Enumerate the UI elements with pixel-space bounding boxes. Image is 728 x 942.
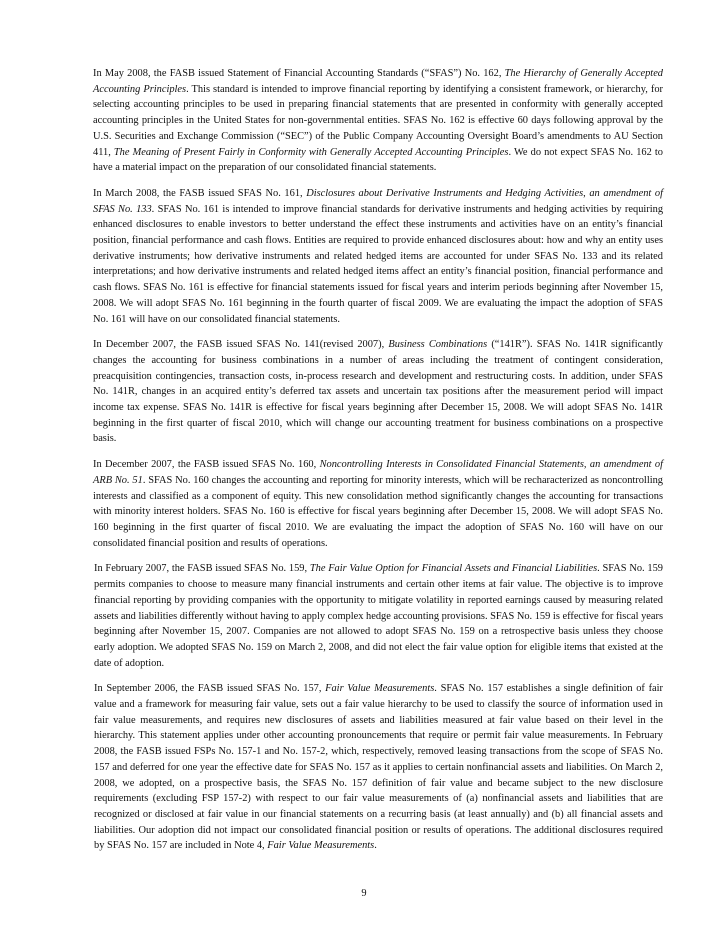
text-run: . SFAS No. 160 changes the accounting and reporting for minority interests, which will be recharacterized as noncontrolling interests and classified as a component of equity. This new consolidation method significantly changes the accounting for transactions with minority interest holders. SFAS No. 160 is effective for fiscal years beginning after December 15, 2008. We will adopt SFAS No. 160 beginning in the first quarter of fiscal 2010. We are evaluating the impact the adoption of SFAS No. 160 will have on our consolidated financial position and results of operations. — [93, 474, 663, 549]
text-run: In May 2008, the FASB issued Statement of Financial Accounting Standards (“SFAS”) No. 162, — [93, 68, 505, 79]
italic-title: Disclosures about Derivative Instruments and Hedging Activities — [306, 187, 584, 199]
text-run: . SFAS No. 157 establishes a single definition of fair value and a framework for measuring fair value, sets out a fair value hierarchy to be used to classify the source of information used in fair value measurements, and requires new disclosures of assets and liabilities measured at fair value based on their level in the hierarchy. This statement applies under other accounting pronouncements that require or permit fair value measurements. In February 2008, the FASB issued FSPs No. 157-1 and No. 157-2, which, respectively, removed leasing transactions from the scope of SFAS No. 157 and deferred for one year the effective date for SFAS No. 157 as it applies to certain nonfinancial assets and liabilities. On March 2, 2008, we adopted, on a prospective basis, the SFAS No. 157 definition of fair value and became subject to the new disclosure requirements (excluding FSP 157-2) with respect to our fair value measurements of (a) nonfinancial assets and liabilities that are recognized or disclosed at fair value in our financial statements on a recurring basis (at least annually) and (b) all financial assets and liabilities. Our adoption did not impact our consolidated financial position or results of operations. The additional disclosures required by SFAS No. 157 are included in Note 4, — [94, 683, 663, 852]
text-run: (“141R”). SFAS No. 141R significantly changes the accounting for business combinations in a number of areas including the treatment of contingent consideration, preacquisition contingencies, transaction costs, in-process research and development and restructuring costs. In addition, under SFAS No. 141R, changes in an acquired entity’s deferred tax assets and uncertain tax positions after the measurement period will impact income tax expense. SFAS No. 141R is effective for fiscal years beginning after December 15, 2008. We will adopt SFAS No. 141R beginning in the first quarter of fiscal 2010, which will change our accounting treatment for business combinations on a prospective basis. — [93, 339, 663, 445]
paragraph-sfas-159 — [93, 561, 663, 671]
italic-title: Business Combinations — [388, 339, 488, 351]
text-run: In March 2008, the FASB issued SFAS No. 161, — [93, 187, 307, 199]
text-run: , — [583, 187, 590, 199]
text-run: . — [374, 840, 377, 852]
italic-title: Noncontrolling Interests in Consolidated Financial Statements, an amendment of ARB No. 51 — [93, 459, 664, 486]
paragraph-sfas-162 — [93, 66, 663, 176]
italic-title: The Hierarchy of Generally Accepted Accounting Principles — [93, 68, 663, 95]
body-text — [93, 66, 663, 864]
italic-title: The Meaning of Present Fairly in Conformity with Generally Accepted Accounting Principles — [113, 146, 509, 158]
text-run: . SFAS No. 159 permits companies to choose to measure many financial instruments and certain other items at fair value. The objective is to improve financial reporting by providing companies with the opportunity to mitigate volatility in reported earnings caused by measuring related assets and liabilities differently without having to apply complex hedge accounting provisions. SFAS No. 159 is effective for fiscal years beginning after November 15, 2007. Companies are not allowed to adopt SFAS No. 159 on a retrospective basis unless they choose early adoption. We adopted SFAS No. 159 on March 2, 2008, and did not elect the fair value option for eligible items that existed at the date of adoption. — [94, 563, 663, 669]
paragraph-sfas-161 — [93, 186, 663, 327]
text-run: In December 2007, the FASB issued SFAS No. 141(revised 2007), — [93, 339, 389, 351]
text-run: . We do not expect SFAS No. 162 to have a material impact on the preparation of our consolidated financial statements. — [93, 146, 663, 174]
text-run: In February 2007, the FASB issued SFAS No. 159, — [94, 563, 310, 575]
italic-title: The Fair Value Option for Financial Assets and Financial Liabilities — [309, 563, 598, 575]
italic-title: an amendment of SFAS No. 133 — [93, 187, 663, 215]
paragraph-sfas-141r — [93, 337, 663, 447]
text-run: . SFAS No. 161 is intended to improve financial standards for derivative instruments and hedging activities by requiring enhanced disclosures to enable investors to better understand the effect these instruments and activities have on an entity’s financial position, financial performance and cash flows. Entities are required to provide enhanced disclosures about: how and why an entity uses derivative instruments; how derivative instruments and related hedged items are accounted for under SFAS No. 133 and its related interpretations; and how derivative instruments and related hedged items affect an entity’s financial position, financial performance and cash flows. SFAS No. 161 is effective for financial statements issued for fiscal years and interim periods beginning after November 15, 2008. We will adopt SFAS No. 161 beginning in the fourth quarter of fiscal 2009. We are evaluating the impact the adoption of SFAS No. 161 will have on our consolidated financial statements. — [93, 203, 664, 325]
page-number: 9 — [361, 888, 367, 899]
italic-title: Fair Value Measurements — [325, 683, 435, 695]
paragraph-sfas-157 — [93, 681, 663, 854]
text-run: In December 2007, the FASB issued SFAS No. 160, — [93, 459, 320, 471]
text-run: In September 2006, the FASB issued SFAS No. 157, — [94, 683, 326, 695]
text-run: . This standard is intended to improve financial reporting by identifying a consistent framework, or hierarchy, for selecting accounting principles to be used in preparing financial statements that are presented in conformity with generally accepted accounting principles in the United States for non-governmental entities. SFAS No. 162 is effective 60 days following approval by the U.S. Securities and Exchange Commission (“SEC”) of the Public Company Accounting Oversight Board’s amendments to AU Section 411, — [93, 83, 663, 158]
paragraph-sfas-160 — [93, 457, 663, 551]
italic-title: Fair Value Measurements — [267, 840, 375, 852]
